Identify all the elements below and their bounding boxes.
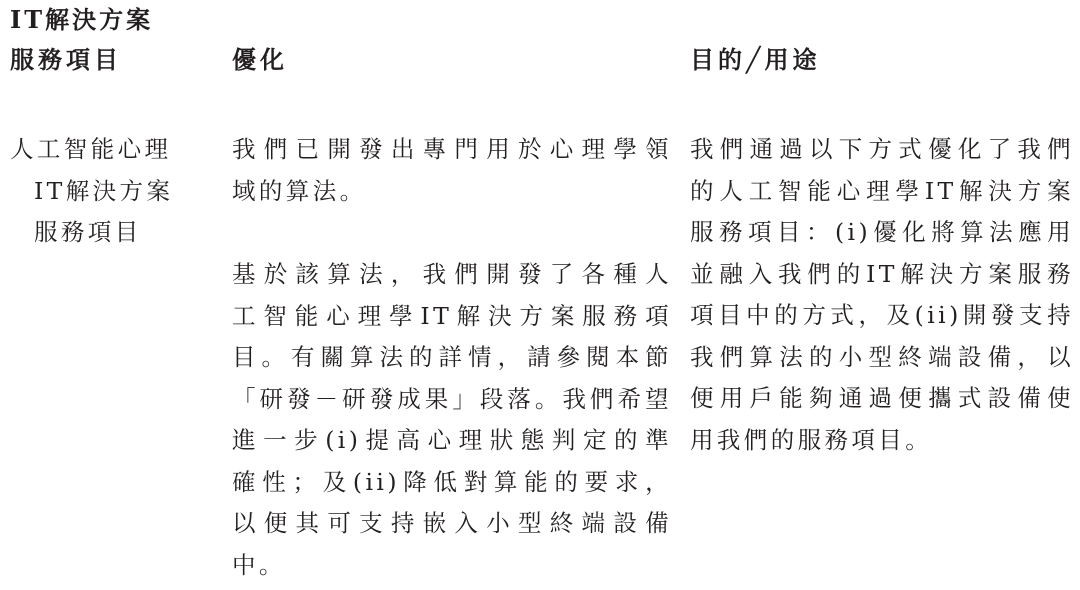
text-line: 進一步(i)提高心理狀態判定的準 xyxy=(232,426,672,454)
column-header-purpose: 目的╱用途 xyxy=(690,45,821,74)
text-line: 工智能心理學IT解決方案服務項 xyxy=(232,301,672,330)
text-line: 便用戶能夠通過便攜式設備使 xyxy=(690,384,1074,412)
service-cell xyxy=(10,129,210,254)
text-line: 用我們的服務項目。 xyxy=(690,425,933,454)
service-line: 人工智能心理 xyxy=(10,135,172,163)
text-line: 的人工智能心理學IT解決方案 xyxy=(690,176,1074,205)
column-header-optimization: 優化 xyxy=(232,45,288,74)
text-line: 以便其可支持嵌入小型終端設備 xyxy=(232,509,672,537)
column-header-service: 服務項目 xyxy=(10,45,122,74)
text-line: 並融入我們的IT解決方案服務 xyxy=(690,259,1074,288)
text-line: 我們算法的小型終端設備，以 xyxy=(690,342,1074,371)
optimization-cell xyxy=(232,129,672,586)
text-line: 我們通過以下方式優化了我們 xyxy=(690,135,1074,163)
text-line: 項目中的方式，及(ii)開發支持 xyxy=(690,301,1074,329)
section-title: IT解決方案 xyxy=(10,5,154,34)
text-line: 中。 xyxy=(232,550,286,579)
text-line: 確性；及(ii)降低對算能的要求， xyxy=(232,467,672,496)
text-line: 基於該算法，我們開發了各種人 xyxy=(232,260,672,288)
purpose-cell xyxy=(690,129,1074,461)
text-line: 目。有關算法的詳情，請參閱本節 xyxy=(232,343,672,371)
text-line: 服務項目：(i)優化將算法應用 xyxy=(690,218,1074,246)
service-line: IT解決方案 xyxy=(34,176,174,205)
text-line: 「研發－研發成果」段落。我們希望 xyxy=(232,384,672,413)
text-line: 域的算法。 xyxy=(232,176,367,205)
optimization-paragraph-1 xyxy=(232,129,672,212)
text-line: 我們已開發出專門用於心理學領 xyxy=(232,135,672,163)
optimization-paragraph-2 xyxy=(232,254,672,586)
service-line: 服務項目 xyxy=(34,218,142,246)
